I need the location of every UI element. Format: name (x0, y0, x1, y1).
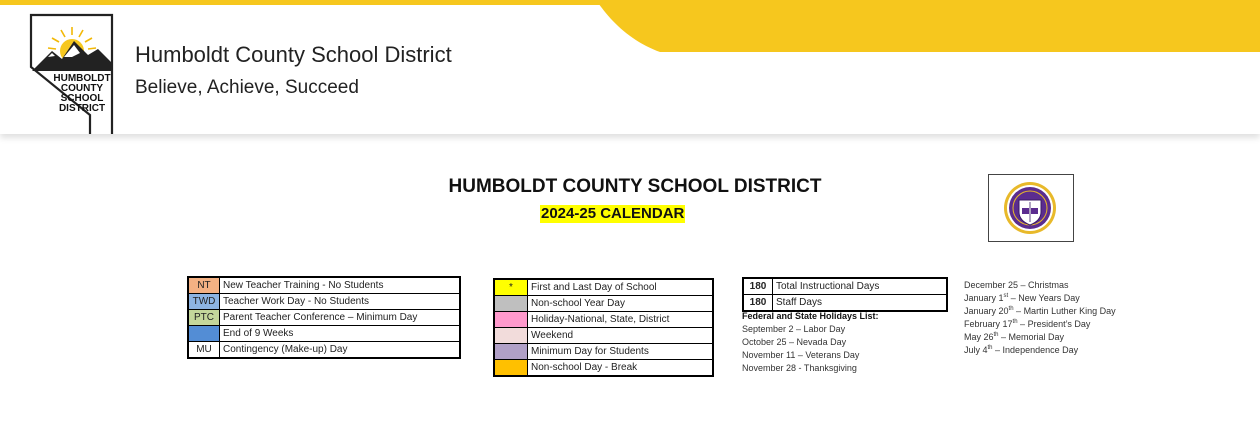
legend-row (494, 279, 713, 296)
day-count-row (743, 278, 947, 295)
holiday-item: November 11 – Veterans Day (742, 350, 860, 360)
legend-row (188, 310, 460, 326)
legend-code: TWD (188, 294, 220, 310)
document-title-text: HUMBOLDT COUNTY SCHOOL DISTRICT (448, 176, 822, 197)
holiday-item: October 25 – Nevada Day (742, 337, 847, 347)
district-logo-icon[interactable] (28, 13, 116, 134)
legend-table-middle (493, 278, 714, 377)
legend-label: Parent Teacher Conference – Minimum Day (220, 310, 461, 326)
legend-code: * (494, 279, 528, 296)
legend-row (188, 342, 460, 359)
legend-label: Contingency (Make-up) Day (220, 342, 461, 359)
holiday-item: January 20th – Martin Luther King Day (964, 306, 1116, 316)
legend-table-left (187, 276, 461, 359)
legend-code: NT (188, 277, 220, 294)
legend-code: MU (188, 342, 220, 359)
holiday-item: May 26th – Memorial Day (964, 332, 1065, 342)
site-header (0, 0, 1260, 134)
legend-label: Weekend (528, 328, 714, 344)
legend-label: Holiday-National, State, District (528, 312, 714, 328)
logo-text-line-2: COUNTY (60, 83, 104, 94)
legend-row (188, 277, 460, 294)
legend-row (188, 326, 460, 342)
legend-label: Minimum Day for Students (528, 344, 714, 360)
school-crest-icon (997, 178, 1063, 238)
holidays-list-2 (964, 279, 1116, 357)
day-count-label: Staff Days (773, 295, 948, 312)
legend-row (188, 294, 460, 310)
legend-code (494, 344, 528, 360)
district-name[interactable]: Humboldt County School District (135, 42, 452, 67)
legend-code (494, 328, 528, 344)
legend-label: Teacher Work Day - No Students (220, 294, 461, 310)
holiday-item: December 25 – Christmas (964, 280, 1069, 290)
legend-row (494, 360, 713, 377)
logo-text-line-3: SCHOOL (60, 93, 104, 104)
holiday-item: July 4th – Independence Day (964, 345, 1079, 355)
legend-code (188, 326, 220, 342)
holidays-list-1 (742, 310, 879, 375)
day-count-label: Total Instructional Days (773, 278, 948, 295)
holiday-item: February 17th – President’s Day (964, 319, 1091, 329)
holidays-heading: Federal and State Holidays List: (742, 311, 879, 321)
legend-label: First and Last Day of School (528, 279, 714, 296)
legend-code (494, 312, 528, 328)
legend-code (494, 360, 528, 377)
legend-label: End of 9 Weeks (220, 326, 461, 342)
legend-label: Non-school Day - Break (528, 360, 714, 377)
legend-row (494, 344, 713, 360)
holiday-item: January 1st – New Years Day (964, 293, 1080, 303)
legend-code: PTC (188, 310, 220, 326)
day-count-value: 180 (743, 278, 773, 295)
legend-row (494, 296, 713, 312)
legend-label: Non-school Year Day (528, 296, 714, 312)
day-count-table (742, 277, 948, 312)
legend-label: New Teacher Training - No Students (220, 277, 461, 294)
legend-row (494, 328, 713, 344)
holiday-item: November 28 - Thanksgiving (742, 363, 857, 373)
day-count-value: 180 (743, 295, 773, 312)
logo-text-line-4: DISTRICT (58, 103, 106, 114)
calendar-year-title: 2024-25 CALENDAR (541, 205, 685, 222)
legend-code (494, 296, 528, 312)
district-tagline: Believe, Achieve, Succeed (135, 77, 359, 98)
school-crest-box (988, 174, 1074, 242)
logo-text-line-1: HUMBOLDT (53, 73, 111, 84)
day-count-row (743, 295, 947, 312)
holiday-item: September 2 – Labor Day (742, 324, 846, 334)
legend-row (494, 312, 713, 328)
